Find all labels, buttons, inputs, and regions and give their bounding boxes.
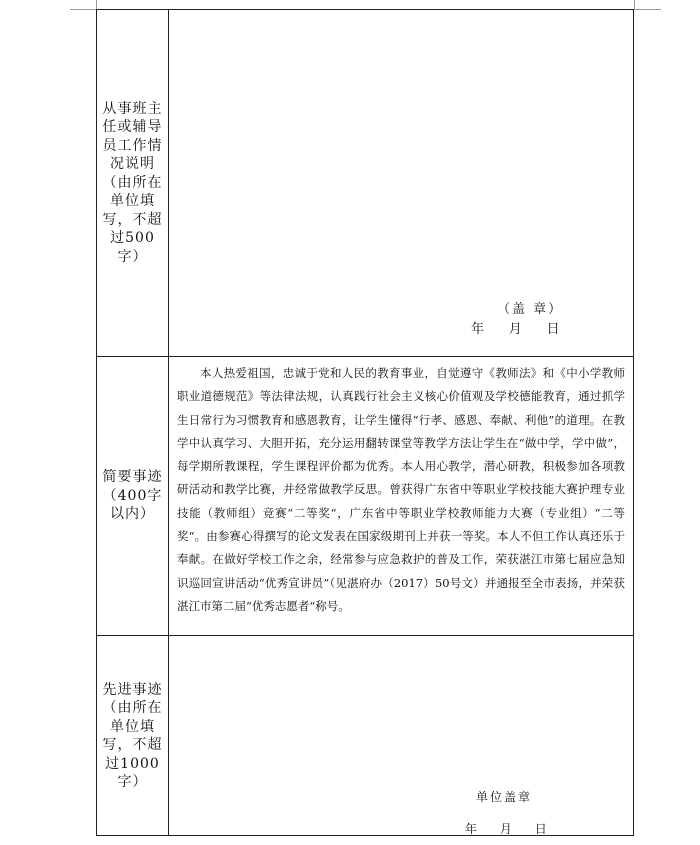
row-label-cell: [97, 10, 169, 356]
date-text: 年 月 日: [471, 322, 560, 337]
date-text: 年 月 日: [465, 822, 547, 836]
row-label-cell: [97, 357, 169, 635]
seal-text: （盖 章）: [497, 302, 564, 317]
row-label-cell: [97, 636, 169, 836]
advanced-deeds-label: 先进事迹（由所在单位填写，不超过1000字）: [102, 681, 163, 790]
advanced-deeds-content-cell[interactable]: [169, 636, 633, 836]
summary-content-cell[interactable]: [169, 357, 633, 635]
table-row-teacher-role: [97, 10, 633, 357]
teacher-role-label: 从事班主任或辅导员工作情况说明（由所在单位填写，不超过500字）: [102, 100, 163, 265]
unit-seal-text: 单位盖章: [476, 790, 533, 804]
teacher-role-content-cell[interactable]: [169, 10, 633, 356]
page-corner-mark-left: [70, 0, 97, 10]
summary-label: 简要事迹（400字以内）: [102, 469, 163, 523]
form-table: [96, 9, 634, 836]
summary-text: 本人热爱祖国，忠诚于党和人民的教育事业，自觉遵守《教师法》和《中小学教师职业道德规范》等法律法规，认真践行社会主义核心价值观及学校德能教育，通过抓学生日常行为习惯教育和感恩教育，让学生懂得“行孝、感恩、奉献、利他”的道理。在教学中认真学习、大胆开拓，充分运用翻转课堂等教学方法让学生在“做中学，学中做”，每学期所教课程，学生课程评价都为优秀。本人用心教学，潜心研教，积极参加各项教研活动和教学比赛，并经常做教学反思。曾获得广东省中等职业学校技能大赛护理专业技能（教师组）竞赛“二等奖“，广东省中等职业学校教师能力大赛（专业组）“二等奖“。由参赛心得撰写的论文发表在国家级期刊上并获一等奖。本人不但工作认真还乐于奉献。在做好学校工作之余，经常参与应急救护的普及工作，荣获湛江市第七届应急知识巡回宣讲活动“优秀宣讲员”（见湛府办（2017）50号文）并通报至全市表扬，并荣获湛江市第二届“优秀志愿者“称号。: [177, 366, 625, 613]
table-row-advanced-deeds: [97, 636, 633, 836]
page-corner-mark-right: [634, 0, 661, 10]
table-row-summary: [97, 357, 633, 636]
